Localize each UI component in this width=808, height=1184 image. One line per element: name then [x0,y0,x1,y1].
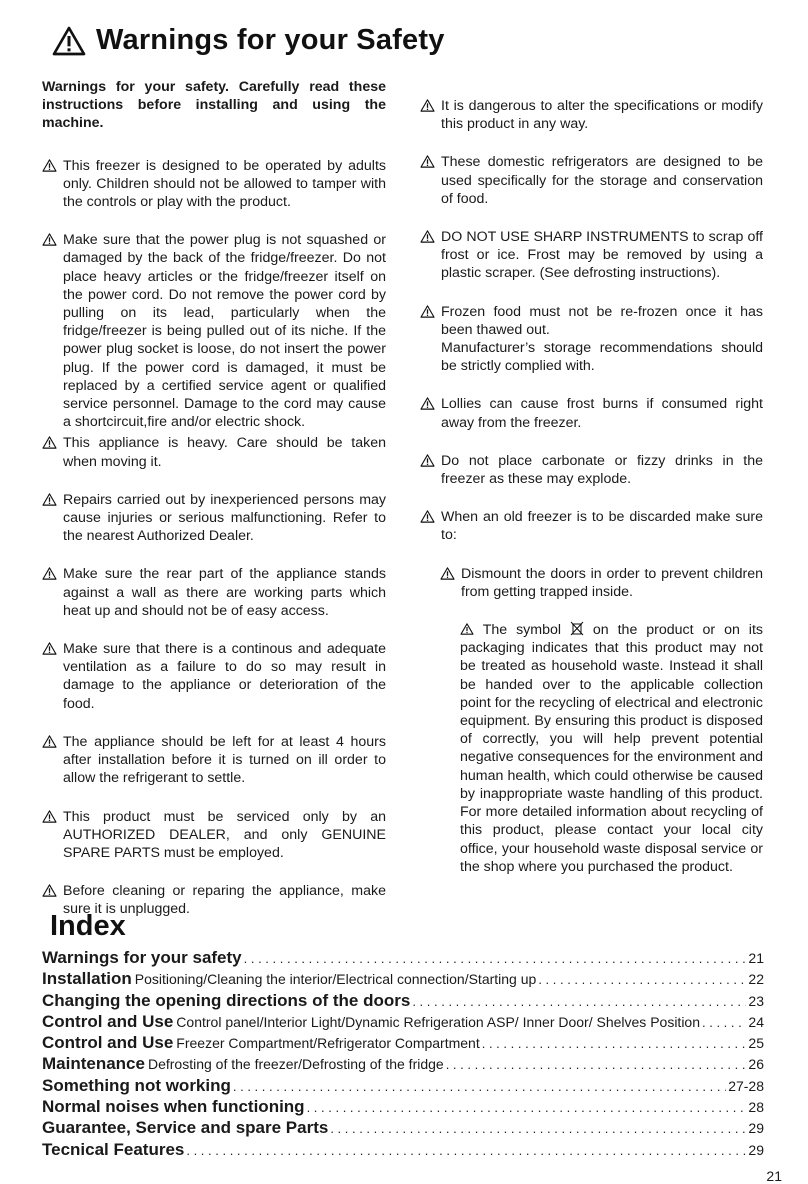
warning-text: The appliance should be left for at least 4 hours after installation before it is turned on ill order to allow the refrigerant to settle. [63,733,386,787]
index-entry-title: Guarantee, Service and spare Parts [42,1118,329,1138]
index-leader [186,1143,746,1158]
warning-item [42,733,386,788]
warning-text: Make sure that the power plug is not squashed or damaged by the back of the fridge/freezer. Do not place heavy articles or the fridge/freezer itself on the power cord. Do not remove the power cord by pulling on its lead, particularly when the fridge/freezer is being pulled out of its niche. If the power plug socket is loose, do not insert the power plug. If the power cord is damaged, it must be replaced by a certified service agent or qualified service personnel. Damage to the cord may cause a shortcircuit,fire and/or electric shock. [63,232,386,431]
warning-icon [420,303,436,318]
warning-icon [420,395,436,410]
warning-icon [42,640,58,655]
warning-text: Before cleaning or reparing the appliance, make sure it is unplugged. [63,883,386,918]
warning-icon [42,434,58,449]
index-leader [233,1079,726,1094]
index-leader [446,1057,747,1072]
warning-item [420,228,763,283]
weee-prefix: The symbol [482,622,562,639]
index-entry-title: Installation [42,969,132,989]
weee-text: on the product or on its packaging indicates that this product may not be treated as household waste. Instead it shall be handed over to the applicable collection point for the recycling of electrical and electronic equipment. By ensuring this product is disposed of correctly, you will help prevent potential negative consequences for the environment and human health, which could otherwise be caused by inappropriate waste handling of this product. For more detailed information about recycling of this product, please contact your local city office, your household waste disposal service or the shop where you purchased the product. [460,622,763,875]
warning-item [420,508,763,544]
warning-item [420,153,763,208]
index-entry-page: 21 [748,950,764,966]
index-leader [702,1015,746,1030]
warning-text: This freezer is designed to be operated by adults only. Children should not be allowed to tamper with the controls or play with the product. [63,157,386,211]
warning-icon [42,808,58,823]
page-title-text: Warnings for your Safety [96,24,445,56]
index-entry-title: Control and Use [42,1011,174,1031]
index-entry-subtitle: Control panel/Interior Light/Dynamic Refrigeration ASP/ Inner Door/ Shelves Position [176,1013,701,1030]
warning-text: Lollies can cause frost burns if consumed right away from the freezer. [441,396,763,431]
index-entry[interactable] [42,1140,764,1161]
warning-text: This appliance is heavy. Care should be taken when moving it. [63,435,386,470]
weee-notice [460,621,763,876]
warning-icon [42,733,58,748]
index-entry-title: Something not working [42,1075,231,1095]
crossed-bin-icon [570,622,584,638]
warning-item [420,303,763,376]
index-entry[interactable] [42,1033,764,1054]
warning-item [420,97,763,133]
index-entry-page: 25 [748,1035,764,1052]
index-entry-title: Tecnical Features [42,1139,185,1159]
warning-text: When an old freezer is to be discarded make sure to: [441,509,763,544]
index-entry[interactable] [42,969,764,990]
index-entry[interactable] [42,948,764,969]
index-entry-subtitle: Freezer Compartment/Refrigerator Compartment [176,1035,480,1052]
index-leader [330,1121,746,1136]
warning-text: Make sure the rear part of the appliance stands against a wall as there are working parts which heat up and should not be of easy access. [63,566,386,619]
left-column [42,78,386,939]
index-leader [482,1036,747,1051]
page-number: 21 [766,1168,782,1184]
warning-text: DO NOT USE SHARP INSTRUMENTS to scrap off frost or ice. Frost may be removed by using a plastic scraper. (See defrosting instructions). [441,229,763,282]
warning-text: Do not place carbonate or fizzy drinks in the freezer as these may explode. [441,452,763,488]
warning-item [420,452,763,488]
warning-icon [420,97,436,112]
index-entry[interactable] [42,1097,764,1118]
index-leader [538,972,746,987]
index-title: Index [50,910,126,942]
warning-text: Repairs carried out by inexperienced persons may cause injuries or serious malfunctioning. Refer to the nearest Authorized Dealer. [63,491,386,545]
warning-item [42,808,386,863]
index-entry[interactable] [42,1076,764,1097]
warning-item [42,434,386,470]
index-entry-page: 26 [748,1056,764,1073]
index-entry-title: Normal noises when functioning [42,1097,305,1117]
index-entry-title: Warnings for your safety [42,948,242,967]
warning-icon [420,153,436,168]
refreeze-text: Frozen food must not be re-frozen once it has been thawed out. [441,303,763,338]
right-column [420,97,763,876]
warning-icon [420,228,436,243]
warning-text: Make sure that there is a continous and adequate ventilation as a failure to do so may result in damage to the appliance or deterioration of the food. [63,641,386,712]
page-title [52,24,445,57]
warning-item [42,231,386,431]
warning-icon [460,622,474,638]
index-entry-page: 27-28 [728,1077,764,1094]
index-entry[interactable] [42,1012,764,1033]
warning-icon [420,508,436,523]
warning-text: It is dangerous to alter the specifications or modify this product in any way. [441,98,763,133]
warning-text [441,303,763,376]
index-entry-title: Control and Use [42,1033,174,1053]
index-entry-title: Maintenance [42,1054,145,1074]
index-entry[interactable] [42,1118,764,1139]
index-entry-title: Changing the opening directions of the doors [42,990,411,1010]
index-entry-page: 24 [748,1013,764,1030]
dismount-text: Dismount the doors in order to prevent children from getting trapped inside. [461,565,763,600]
storage-note: Manufacturer’s storage recommendations should be strictly complied with. [441,340,763,375]
index-entry-page: 28 [748,1099,764,1116]
warning-subitem [440,565,763,601]
index-leader [307,1100,747,1115]
warning-item [42,491,386,546]
index-entry-page: 29 [748,1120,764,1137]
index-entry-subtitle: Defrosting of the freezer/Defrosting of the fridge [147,1056,444,1073]
index-entry-page: 23 [748,992,764,1009]
warning-icon [440,565,456,580]
warning-icon [42,231,58,246]
warning-icon [42,565,58,580]
warning-item [420,395,763,431]
warning-item [42,640,386,713]
warning-item [42,565,386,620]
index-entry-page: 22 [748,971,764,988]
intro-text: Warnings for your safety. Carefully read these instructions before installing and using the machine. [42,79,386,132]
warning-item [42,157,386,212]
warning-icon [42,491,58,506]
index-entry[interactable] [42,991,764,1012]
index-entry-subtitle: Positioning/Cleaning the interior/Electrical connection/Starting up [134,971,537,988]
index-leader [244,951,747,966]
warning-text: These domestic refrigerators are designed to be used specifically for the storage and conservation of food. [441,154,763,207]
index-leader [412,994,746,1009]
index-entry-page: 29 [748,1141,764,1158]
warning-icon [52,26,86,56]
warning-text: This product must be serviced only by an AUTHORIZED DEALER, and only GENUINE SPARE PARTS must be employed. [63,808,386,861]
warning-icon [42,157,58,172]
warning-icon [42,882,58,897]
index-list [42,948,764,1161]
warning-icon [420,452,436,467]
index-entry[interactable] [42,1054,764,1075]
